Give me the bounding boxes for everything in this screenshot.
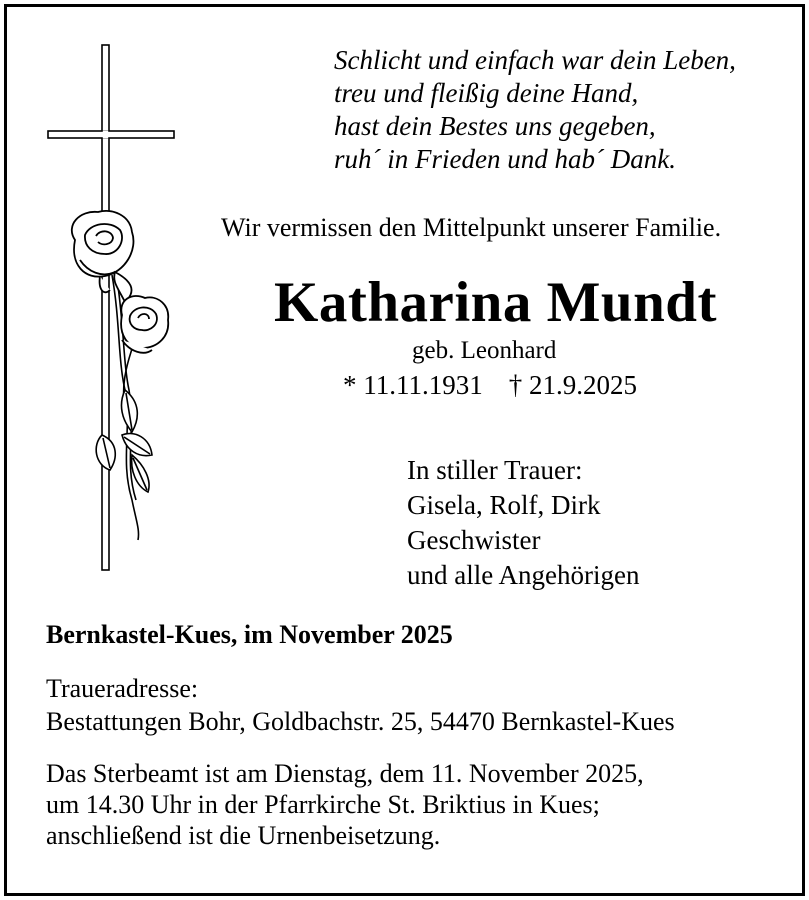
address-label: Traueradresse:	[46, 674, 199, 703]
mourners-block	[407, 453, 639, 593]
address-value: Bestattungen Bohr, Goldbachstr. 25, 54470 Bernkastel-Kues	[46, 707, 675, 736]
service-line: Das Sterbeamt ist am Dienstag, dem 11. November 2025,	[46, 759, 644, 788]
service-line: um 14.30 Uhr in der Pfarrkirche St. Briktius in Kues;	[46, 790, 600, 819]
death-date: † 21.9.2025	[508, 370, 637, 400]
poem-line: treu und fleißig deine Hand,	[334, 78, 639, 108]
mourning-address	[46, 672, 675, 738]
deceased-name: Katharina Mundt	[274, 271, 717, 334]
service-info	[46, 758, 644, 851]
mourner-line: Gisela, Rolf, Dirk	[407, 490, 601, 520]
birth-date: * 11.11.1931	[343, 370, 483, 400]
life-dates	[343, 370, 637, 401]
birth-name: geb. Leonhard	[412, 337, 557, 364]
service-line: anschließend ist die Urnenbeisetzung.	[46, 821, 441, 850]
memorial-poem	[334, 44, 736, 176]
poem-line: ruh´ in Frieden und hab´ Dank.	[334, 144, 676, 174]
poem-line: Schlicht und einfach war dein Leben,	[334, 45, 736, 75]
place-and-date: Bernkastel-Kues, im November 2025	[46, 620, 453, 649]
intro-line: Wir vermissen den Mittelpunkt unserer Familie.	[221, 213, 722, 242]
mourners-heading: In stiller Trauer:	[407, 455, 583, 485]
mourner-line: und alle Angehörigen	[407, 560, 640, 590]
poem-line: hast dein Bestes uns gegeben,	[334, 111, 656, 141]
mourner-line: Geschwister	[407, 525, 541, 555]
